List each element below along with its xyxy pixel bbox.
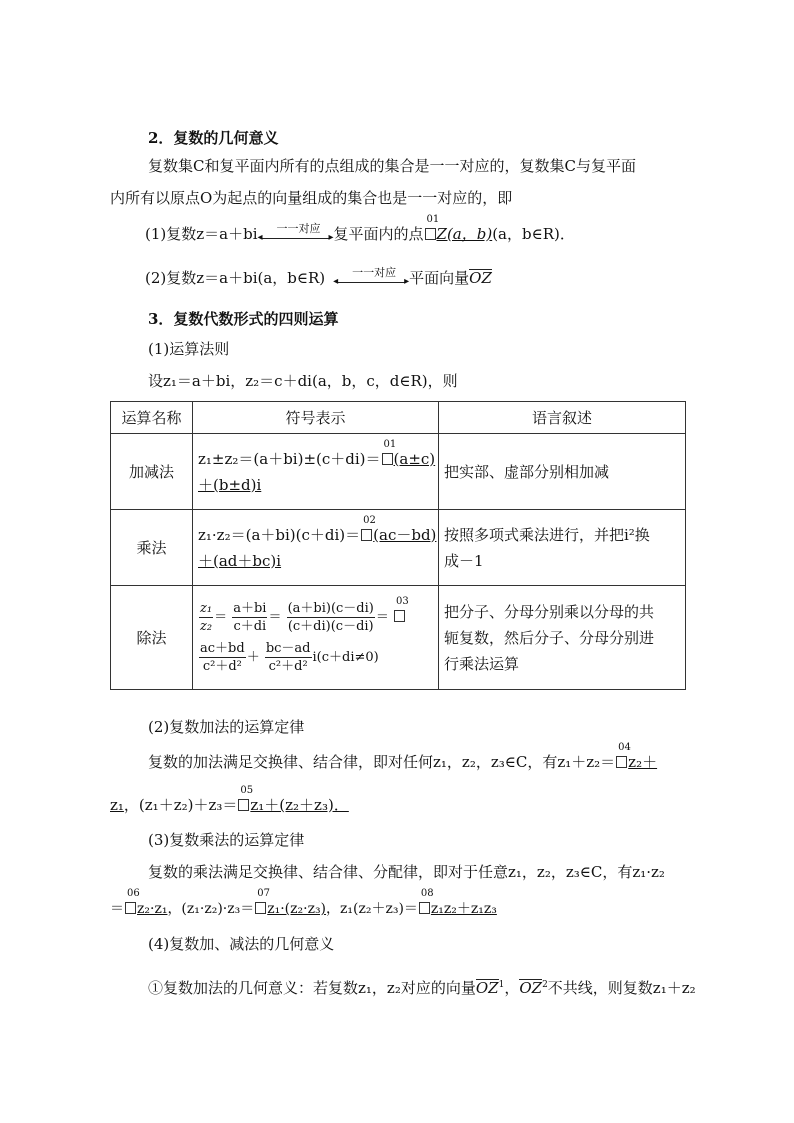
operations-table	[110, 401, 686, 690]
answer-box	[125, 888, 140, 914]
box-number: 02	[363, 514, 376, 526]
text: (1)复数z＝a＋bi	[145, 225, 258, 243]
header-cell: 语言叙述	[439, 402, 686, 434]
table-row-divide	[111, 586, 686, 690]
numerator: z₁	[200, 600, 213, 616]
subscript: 1	[498, 980, 505, 990]
answer-box	[419, 888, 434, 914]
section-heading-arithmetic: 3．复数代数形式的四则运算	[148, 310, 339, 328]
box-number: 03	[396, 595, 409, 607]
subheading: (2)复数加法的运算定律	[148, 718, 305, 736]
vector-oz1: OZ	[475, 979, 499, 997]
answer-box	[394, 595, 409, 622]
answer-box	[382, 438, 397, 465]
answer-text: z₁·(z₂·z₃)	[267, 901, 327, 917]
answer-text: z₁＋(z₂＋z₃)．	[250, 796, 349, 814]
formula: i(c＋di≠0)	[312, 649, 379, 665]
answer-box	[255, 888, 270, 914]
denominator: z₂	[200, 618, 213, 634]
fraction	[199, 640, 246, 675]
denominator: c²＋d²	[268, 658, 308, 674]
text: ，	[504, 979, 520, 997]
formula-cell	[193, 510, 439, 586]
text: 复数的加法满足交换律、结合律，即对任何z₁，z₂，z₃∈C，有z₁＋z₂＝	[148, 753, 616, 771]
fraction	[232, 600, 267, 635]
table-header-row	[111, 402, 686, 434]
geometric-meaning-line	[148, 975, 696, 998]
arrow-label: 一一对应	[276, 222, 321, 235]
vector-oz: OZ	[469, 269, 492, 287]
denominator: c²＋d²	[202, 658, 242, 674]
text: 平面向量	[409, 269, 470, 287]
box-number: 01	[426, 214, 440, 225]
text: ＝	[110, 901, 124, 917]
desc-line: 把实部、虚部分别相加减	[444, 462, 610, 481]
table-row-add	[111, 434, 686, 510]
box-number: 05	[240, 785, 254, 796]
answer-box	[238, 785, 254, 811]
fraction	[287, 600, 375, 635]
double-arrow: 一一对应 ◂ ▸	[333, 266, 410, 287]
desc-cell	[439, 586, 686, 690]
fraction	[265, 640, 312, 675]
desc-line: 轭复数，然后分子、分母分别进	[444, 628, 655, 647]
text: 不共线，则复数z₁＋z₂	[547, 979, 696, 997]
vector-oz2: OZ	[519, 979, 543, 997]
paragraph-line: 内所有以原点O为起点的向量组成的集合也是一一对应的，即	[110, 189, 513, 207]
op-name: 加减法	[111, 434, 193, 510]
denominator: c＋di	[233, 618, 267, 634]
desc-line: 按照多项式乘法进行，并把i²换	[444, 525, 650, 544]
text: (a，b∈R)．	[492, 225, 575, 243]
desc-line: 成－1	[444, 551, 484, 570]
formula-cell	[193, 434, 439, 510]
addition-law-line	[110, 785, 349, 815]
text: ，(z₁＋z₂)＋z₃＝	[123, 796, 238, 814]
answer-text: z₁z₂＋z₁z₃	[430, 901, 497, 917]
op-name: 乘法	[111, 510, 193, 586]
text: ①复数加法的几何意义：若复数z₁，z₂对应的向量	[148, 979, 476, 997]
text: 复平面内的点	[333, 225, 424, 243]
fraction	[199, 600, 213, 635]
answer-text: z₁	[110, 796, 124, 814]
mult-law-line: 复数的乘法满足交换律、结合律、分配律，即对于任意z₁，z₂，z₃∈C，有z₁·z₂	[148, 863, 665, 881]
answer-text: z₂·z₁	[137, 901, 168, 917]
numerator: a＋bi	[233, 600, 267, 616]
header-cell: 运算名称	[111, 402, 193, 434]
answer-text: ＋(ad＋bc)i	[198, 551, 282, 570]
answer-box	[425, 214, 440, 240]
box-number: 07	[257, 888, 270, 899]
answer-box	[361, 514, 376, 541]
box-number: 01	[383, 438, 397, 450]
numerator: ac＋bd	[200, 640, 245, 656]
subheading: (3)复数乘法的运算定律	[148, 831, 305, 849]
box-number: 04	[618, 742, 631, 753]
setup-line: 设z₁＝a＋bi，z₂＝c＋di(a，b，c，d∈R)，则	[148, 372, 458, 390]
formula-cell: $\frac{\text{z₁}}{\text{z₂}}$ ＝ $\frac{a+bi}{c+di}$ ＝ $\frac{(a+bi)(c-di)}{(c+di)(c-di)}$ ＝ 03 $\frac{ac+bd}{\text{c²＋d²}}$ ＋ $\frac{bc-ad}{\text{c²＋d²}}$ i(c＋di≠0)	[193, 586, 439, 690]
answer-text: (ac－bd)	[373, 525, 437, 544]
desc-cell	[439, 434, 686, 510]
table-row-multiply	[111, 510, 686, 586]
op-name: 除法	[111, 586, 193, 690]
box-number: 06	[127, 888, 140, 899]
mult-law-line	[110, 888, 497, 919]
desc-cell	[439, 510, 686, 586]
box-number: 08	[420, 888, 434, 899]
numerator: bc－ad	[265, 640, 311, 656]
subheading: (4)复数加、减法的几何意义	[148, 935, 335, 953]
formula: z₁·z₂＝(a＋bi)(c＋di)＝	[198, 525, 361, 544]
denominator: (c＋di)(c－di)	[287, 618, 374, 634]
mapping-item-1	[145, 214, 575, 245]
section-heading-geometric-meaning: 2．复数的几何意义	[148, 129, 279, 147]
desc-line: 行乘法运算	[444, 654, 520, 673]
answer-text: ＋(b±d)i	[198, 475, 262, 494]
desc-line: 把分子、分母分别乘以分母的共	[444, 602, 655, 621]
double-arrow: 一一对应 ◂ ▸	[257, 222, 334, 243]
text: ，(z₁·z₂)·z₃＝	[167, 901, 255, 917]
formula: z₁±z₂＝(a＋bi)±(c＋di)＝	[198, 449, 381, 468]
answer-box	[616, 742, 631, 768]
paragraph-line: 复数集C和复平面内所有的点组成的集合是一一对应的，复数集C与复平面	[148, 157, 636, 175]
numerator: (a＋bi)(c－di)	[287, 600, 374, 616]
addition-law-line	[148, 742, 658, 772]
answer-text: (a±c)	[393, 449, 436, 468]
answer-text: Z(a，b)	[436, 225, 493, 243]
subscript: 2	[542, 980, 548, 990]
text: (2)复数z＝a＋bi(a，b∈R)	[145, 269, 326, 287]
arrow-label: 一一对应	[352, 266, 397, 279]
header-cell: 符号表示	[193, 402, 439, 434]
answer-text: z₂＋	[628, 753, 658, 771]
subheading: (1)运算法则	[148, 340, 230, 358]
mapping-item-2	[145, 268, 492, 289]
text: ，z₁(z₂＋z₃)＝	[326, 901, 418, 917]
